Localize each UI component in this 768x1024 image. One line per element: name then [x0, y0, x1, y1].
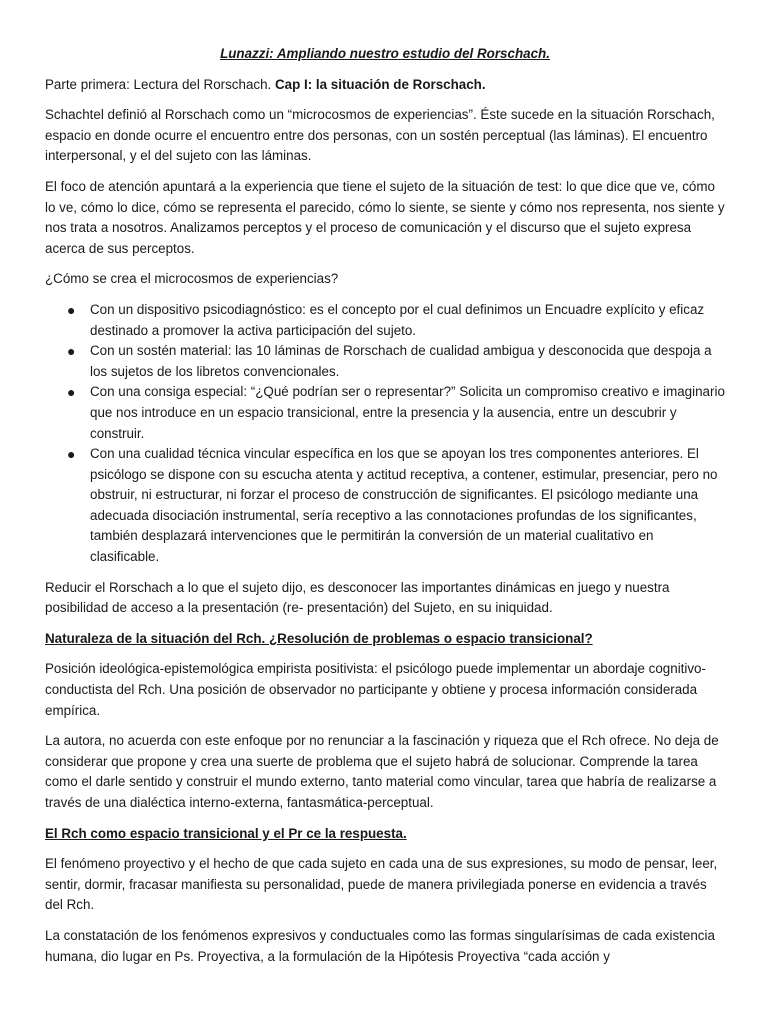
- intro-line: [45, 75, 725, 96]
- bullet-icon: ●: [67, 301, 76, 318]
- part-label: Parte primera: Lectura del Rorschach.: [45, 76, 272, 92]
- bullet-list: [45, 300, 725, 568]
- list-item: [45, 444, 725, 568]
- list-item-text: Con un dispositivo psicodiagnóstico: es el concepto por el cual definimos un Encuadre explícito y eficaz destinado a promover la activa participación del sujeto.: [90, 301, 705, 338]
- paragraph-8: La constatación de los fenómenos expresivos y conductuales como las formas singularísimas de cada existencia humana, dio lugar en Ps. Proyectiva, a la formulación de la Hipótesis Proyectiva “cada acción y: [45, 927, 715, 964]
- bullet-icon: ●: [67, 384, 76, 401]
- document-page: [45, 44, 725, 977]
- paragraph-7: El fenómeno proyectivo y el hecho de que cada sujeto en cada una de sus expresiones, su modo de pensar, leer, sentir, dormir, fracasar manifiesta su personalidad, puede de manera privilegiada ponerse en evidencia a través del Rch.: [45, 856, 718, 913]
- chapter-title: Cap I: la situación de Rorschach.: [275, 76, 486, 92]
- list-item: [45, 300, 725, 341]
- list-item: [45, 341, 725, 382]
- list-item-text: Con un sostén material: las 10 láminas de Rorschach de cualidad ambigua y desconocida que despoja a los sujetos de los libretos convencionales.: [90, 343, 712, 379]
- section-heading-2: El Rch como espacio transicional y el Pr ce la respuesta.: [45, 825, 407, 841]
- paragraph-2: El foco de atención apuntará a la experiencia que tiene el sujeto de la situación de test: lo que dice que ve, cómo lo ve, cómo lo dice, cómo se representa el parecido, cómo lo siente, se siente y cómo nos representa, nos siente y nos trata a nosotros. Analizamos perceptos y el proceso de comunicación y el discurso que el sujeto expresa acerca de sus perceptos.: [45, 178, 725, 256]
- list-item-text: Con una consiga especial: “¿Qué podrían ser o representar?” Solicita un compromiso creativo e imaginario que nos introduce en un espacio transicional, entre la presencia y la ausencia, entre un descubrir y construir.: [90, 384, 725, 441]
- bullet-icon: ●: [67, 446, 76, 463]
- paragraph-3: ¿Cómo se crea el microcosmos de experiencias?: [45, 271, 339, 287]
- paragraph-5: Posición ideológica-epistemológica empirista positivista: el psicólogo puede implementar un abordaje cognitivo-conductista del Rch. Una posición de observador no participante y obtiene y procesa información considerada empírica.: [45, 661, 706, 718]
- list-item: [45, 382, 725, 444]
- document-title: Lunazzi: Ampliando nuestro estudio del Rorschach.: [220, 46, 550, 61]
- paragraph-4: Reducir el Rorschach a lo que el sujeto dijo, es desconocer las importantes dinámicas en juego y nuestra posibilidad de acceso a la presentación (re- presentación) del Sujeto, en su iniquidad.: [45, 579, 670, 616]
- bullet-icon: ●: [67, 343, 76, 360]
- paragraph-1: Schachtel definió al Rorschach como un “microcosmos de experiencias”. Éste sucede en la situación Rorschach, espacio en donde ocurre el encuentro entre dos personas, con un sostén perceptual (las láminas). El encuentro interpersonal, y el del sujeto con las láminas.: [45, 107, 715, 164]
- section-heading-1: Naturaleza de la situación del Rch. ¿Resolución de problemas o espacio transicional?: [45, 630, 593, 646]
- list-item-text: Con una cualidad técnica vincular específica en los que se apoyan los tres componentes anteriores. El psicólogo se dispone con su escucha atenta y actitud receptiva, a contener, estimular, presenciar, pero no obstruir, ni estructurar, ni forzar el proceso de construcción de significantes. El psicólogo mediante una adecuada disociación instrumental, sería receptivo a las connotaciones profundas de los significantes, también desplazará intervenciones que le permitirán la conversión de un material cualitativo en clasificable.: [90, 446, 718, 565]
- paragraph-6: La autora, no acuerda con este enfoque por no renunciar a la fascinación y riqueza que el Rch ofrece. No deja de considerar que propone y crea una suerte de problema que el sujeto habrá de solucionar. Comprende la tarea como el darle sentido y construir el mundo externo, tanto material como vincular, tarea que habría de realizarse a través de una dialéctica interno-externa, fantasmática-perceptual.: [45, 733, 719, 810]
